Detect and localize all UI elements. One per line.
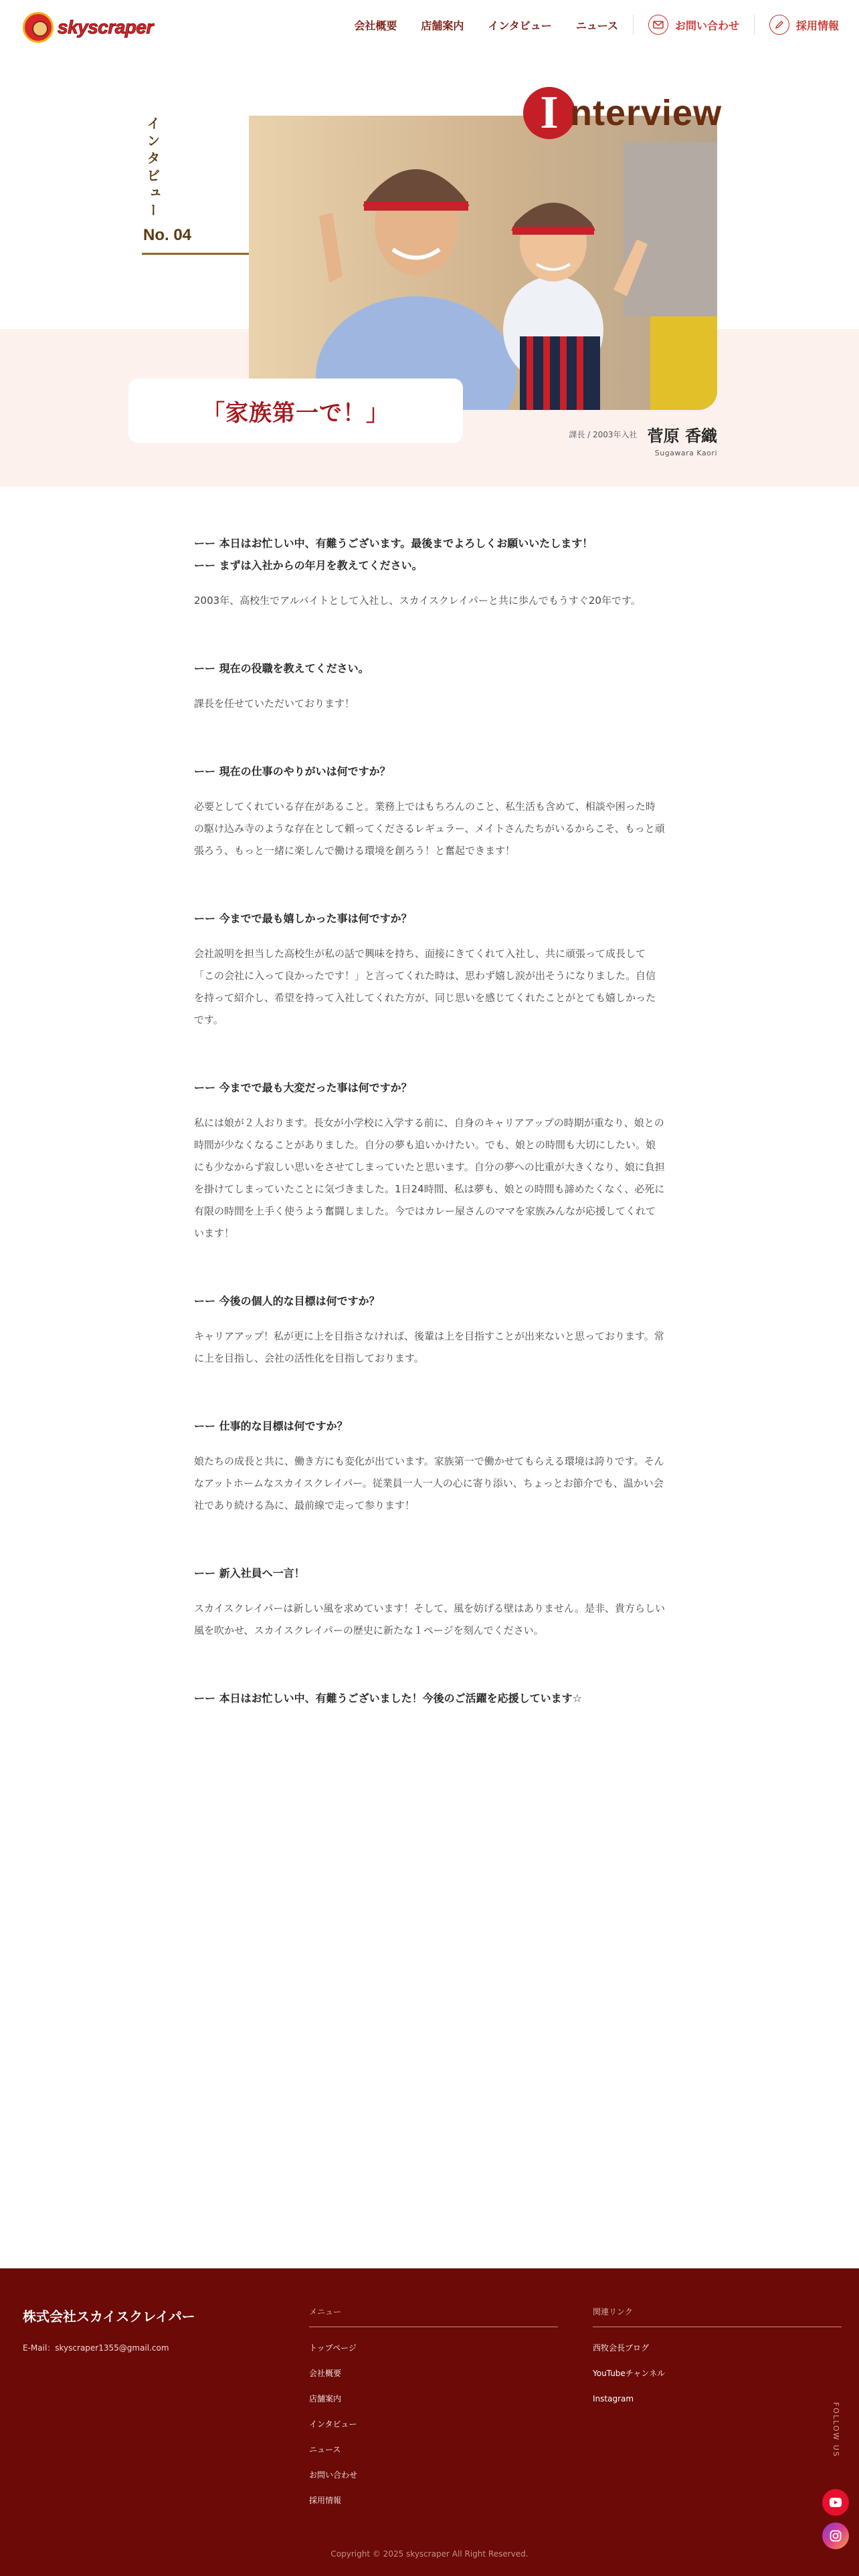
answer: 課長を任せていただいております！ [194,697,355,710]
footer-links-list [593,2335,842,2411]
nav-recruit[interactable] [769,15,839,35]
site-logo[interactable] [23,12,153,43]
footer-menu [309,2306,558,2513]
interview-heading [523,87,722,139]
nav-interview[interactable]: インタビュー [488,19,552,32]
closing-remark: ーー 本日はお忙しい中、有難うございました！今後のご活躍を応援しています☆ [194,1692,582,1705]
footer-menu-item[interactable]: ニュース [309,2445,341,2454]
footer-link-item[interactable]: Instagram [593,2394,634,2403]
question: ーー 本日はお忙しい中、有難うございます。最後までよろしくお願いいたします！ [194,537,593,550]
answer: スカイスクレイパーは新しい風を求めています！そして、風を妨げる壁はありません。是非、貴方らしい風を吹かせ、スカイスクレイパーの歴史に新たな１ページを刻んでください。 [194,1602,665,1636]
question: ーー 現在の仕事のやりがいは何ですか？ [194,765,391,778]
nav-divider [754,15,755,35]
qa-item [194,1687,665,1709]
section-vertical-label: インタビュー [145,116,161,221]
main-nav [330,15,839,35]
number-underline [142,253,249,255]
question: ーー 今後の個人的な目標は何ですか？ [194,1295,380,1307]
answer: キャリアアップ！私が更に上を目指さなければ、後輩は上を目指すことが出来ないと思っております。常に上を目指し、会社の活性化を目指しております。 [194,1330,664,1364]
site-header [0,0,859,53]
answer: 必要としてくれている存在があること。業務上ではもちろんのこと、私生活も含めて、相談や困った時の駆け込み寺のような存在として頼ってくださるレギュラー、メイトさんたちがいるからこそ、もっと頑張ろう、もっと一緒に楽しんで働ける環境を創ろう！と奮起できます！ [194,800,665,857]
answer: 2003年、高校生でアルバイトとして入社し、スカイスクレイパーと共に歩んでもうすぐ20年です。 [194,595,641,607]
footer-menu-item[interactable]: インタビュー [309,2420,357,2429]
footer-menu-item[interactable]: トップページ [309,2343,357,2353]
interviewee-name-roman: Sugawara Kaori [654,449,717,457]
footer-link-item[interactable]: 西牧会長ブログ [593,2343,650,2353]
footer-menu-item[interactable]: 採用情報 [309,2496,342,2505]
nav-contact[interactable] [648,15,739,35]
footer-email[interactable]: E-Mail：skyscraper1355@gmail.com [23,2343,169,2353]
instagram-icon[interactable] [822,2523,849,2549]
answer: 私には娘が２人おります。長女が小学校に入学する前に、自身のキャリアアップの時期が重なり、娘との時間が少なくなることがありました。自分の夢も追いかけたい。でも、娘との時間も大切にしたい。娘にも少なからず寂しい思いをさせてしまっていたと思います。自分の夢への比重が大きくなり、娘に負担を掛けてしまっていたことに気づきました。1日24時間、私は夢も、娘との時間も諦めたくなく、必死に有限の時間を上手く使うよう奮闘しました。今ではカレー屋さんのママを家族みんなが応援してくれています！ [194,1117,665,1239]
youtube-icon[interactable] [822,2489,849,2516]
qa-item [194,1290,665,1370]
pen-icon [769,15,789,35]
interviewee-role: 課長 / 2003年入社 [569,430,638,439]
qa-item [194,907,665,1031]
interview-body [194,532,665,1755]
logo-text: skyscraper [58,17,153,37]
interview-number: No. 04 [143,226,192,244]
quote-card [128,379,463,443]
nav-company[interactable]: 会社概要 [354,19,397,32]
interview-quote: 「家族第一で！」 [202,399,389,427]
answer: 娘たちの成長と共に、働き方にも変化が出ています。家族第一で働かせてもらえる環境は誇りです。そんなアットホームなスカイスクレイパー。従業員一人一人の心に寄り添い、ちょっとお節介でも、温かい会社であり続ける為に、最前線で走って参ります！ [194,1455,664,1511]
question: ーー 仕事的な目標は何ですか？ [194,1420,348,1432]
logo-mascot-icon [23,12,54,43]
interview-heading-initial: I [523,87,575,139]
qa-item [194,532,665,612]
qa-item [194,1562,665,1642]
nav-contact-label: お問い合わせ [674,19,739,32]
qa-item [194,1077,665,1245]
interview-photo [249,116,717,410]
qa-item [194,1415,665,1517]
nav-divider [633,15,634,35]
copyright: Copyright © 2025 skyscraper All Right Reserved. [330,2549,529,2559]
question: ーー 新入社員へ一言！ [194,1567,305,1580]
mail-icon [648,15,668,35]
footer-menu-list [309,2335,558,2513]
nav-recruit-label: 採用情報 [795,19,839,32]
answer: 会社説明を担当した高校生が私の話で興味を持ち、面接にきてくれて入社し、共に頑張って成長して「この会社に入って良かったです！」と言ってくれた時は、思わず嬉し涙が出そうになりました。自信を持って紹介し、希望を持って入社してくれた方が、同じ思いを感じてくれたことがとても嬉しかったです。 [194,948,656,1026]
footer-link-item[interactable]: YouTubeチャンネル [593,2369,666,2378]
question: ーー 現在の役職を教えてください。 [194,662,369,675]
nav-news[interactable]: ニュース [575,19,618,32]
footer-menu-item[interactable]: お問い合わせ [309,2470,358,2480]
footer-company-name: 株式会社スカイスクレイパー [23,2309,195,2325]
interviewee-info [569,423,717,457]
footer-menu-item[interactable]: 店舗案内 [309,2394,342,2403]
footer-menu-item[interactable]: 会社概要 [309,2369,342,2378]
qa-item [194,760,665,862]
question: ーー 今までで最も大変だった事は何ですか？ [194,1081,412,1094]
footer-links [593,2306,842,2411]
footer-follow-label: FOLLOW US [832,2402,840,2458]
interview-heading-rest: nterview [570,93,723,133]
footer-links-heading: 関連リンク [593,2306,842,2327]
question: ーー まずは入社からの年月を教えてください。 [194,559,423,572]
qa-item [194,657,665,715]
question: ーー 今までで最も嬉しかった事は何ですか？ [194,912,412,925]
footer-menu-heading: メニュー [309,2306,558,2327]
site-footer [0,2268,859,2576]
nav-stores[interactable]: 店舗案内 [421,19,464,32]
interviewee-name: 菅原 香織 [647,427,717,445]
